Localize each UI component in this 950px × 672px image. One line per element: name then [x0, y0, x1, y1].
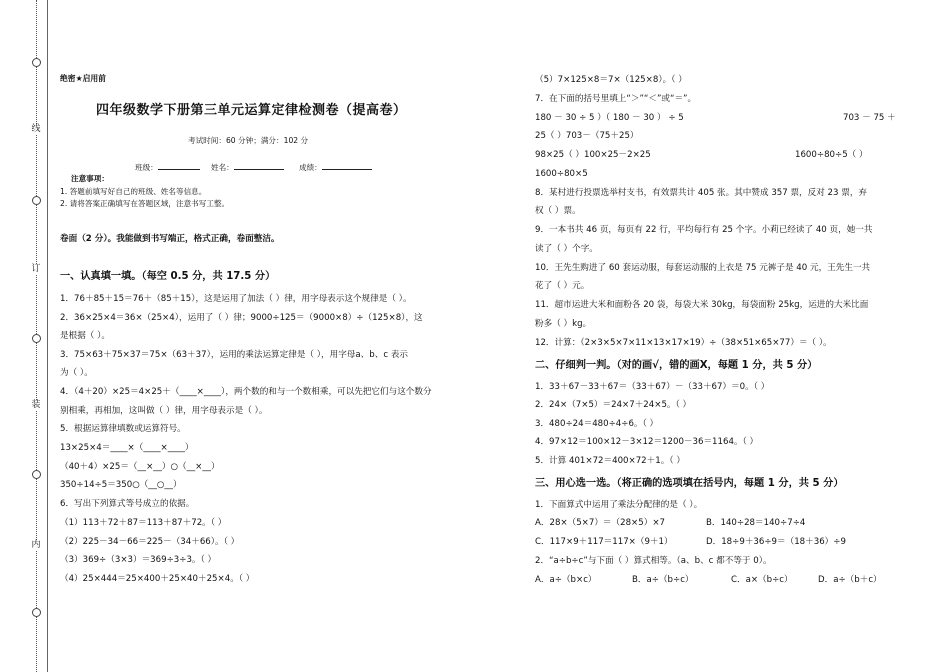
question-6-item-2: （2）225－34－66＝225－（34＋66）。（ ） — [60, 537, 240, 547]
question-3-line-2: 为（ ）。 — [60, 368, 93, 378]
binding-mark-nei: 内 — [29, 540, 43, 550]
question-7-item-1: 180 － 30 ÷ 5 ）（ 180 － 30 ） ÷ 5 — [535, 113, 684, 123]
section-3-title: 三、用心选一选。（将正确的选项填在括号内，每题 1 分，共 5 分） — [535, 478, 844, 489]
question-8-line-1: 8．某村进行投票选举村支书，有效票共计 405 张。其中赞成 357 票，反对 23 票，弃 — [535, 188, 868, 198]
question-6-item-3: （3）369÷（3×3）＝369÷3÷3。（ ） — [60, 555, 217, 565]
choice-2-option-d: D．a÷（b＋c） — [818, 575, 882, 585]
class-label: 班级： — [135, 163, 158, 172]
question-10-line-2: 花了（ ）元。 — [535, 281, 590, 291]
choice-1-option-b: B．140÷28＝140÷7÷4 — [706, 518, 806, 528]
neatness-line: 卷面（2 分）。我能做到书写端正，格式正确，卷面整洁。 — [60, 234, 280, 244]
question-5-item-1: 13×25×4＝____×（____×____） — [60, 443, 194, 453]
binding-mark-ding: 订 — [29, 264, 43, 274]
name-field[interactable] — [211, 160, 284, 173]
question-7-item-2-end: 25（ ）703－（75＋25） — [535, 131, 639, 141]
name-label: 姓名： — [211, 163, 234, 172]
question-6-item-1: （1）113＋72＋87＝113＋87＋72。（ ） — [60, 518, 227, 528]
question-2-line-2: 是根据（ ）。 — [60, 331, 110, 341]
page-title: 四年级数学下册第三单元运算定律检测卷（提高卷） — [96, 103, 407, 118]
question-8-line-2: 权（ ）票。 — [535, 206, 581, 216]
question-12: 12．计算：（2×3×5×7×11×13×17×19）÷（38×51×65×77）＝（ ）。 — [535, 338, 832, 348]
judge-5: 5．计算 401×72＝400×72＋1。（ ） — [535, 456, 685, 466]
question-7: 7．在下面的括号里填上“＞”“＜”或“＝”。 — [535, 94, 697, 104]
question-7-item-4: 1600÷80÷5（ ） — [795, 150, 868, 160]
choice-2: 2．“a÷b÷c”与下面（ ）算式相等。（a、b、c 都不等于 0）。 — [535, 556, 772, 566]
question-6: 6．写出下列算式等号成立的依据。 — [60, 499, 195, 509]
section-1-title: 一、认真填一填。（每空 0.5 分，共 17.5 分） — [60, 271, 276, 282]
judge-1: 1．33＋67－33＋67＝（33＋67）－（33＋67）＝0。（ ） — [535, 382, 770, 392]
question-9-line-1: 9．一本书共 46 页，每页有 22 行，平均每行有 25 个字。小莉已经读了 40 页，她一共 — [535, 225, 873, 235]
binding-hole-icon — [32, 608, 41, 617]
question-5-item-2: （40＋4）×25＝（__×__）○（__×__） — [60, 462, 220, 472]
exam-info: 考试时间：60 分钟；满分：102 分 — [188, 136, 309, 145]
choice-1-option-d: D．18÷9＋36÷9＝（18＋36）÷9 — [706, 537, 846, 547]
judge-2: 2．24×（7×5）＝24×7＋24×5。（ ） — [535, 400, 692, 410]
question-11-line-1: 11．超市运进大米和面粉各 20 袋，每袋大米 30kg，每袋面粉 25kg，运进的大米比面 — [535, 300, 869, 310]
score-field[interactable] — [299, 160, 372, 173]
choice-2-option-b: B．a÷（b÷c） — [632, 575, 694, 585]
binding-mark-zhuang: 装 — [29, 400, 43, 410]
question-7-item-3: 98×25（ ）100×25－2×25 — [535, 150, 651, 160]
binding-mark-xian: 线 — [29, 124, 43, 134]
question-6-item-5: （5）7×125×8＝7×（125×8）。（ ） — [535, 75, 687, 85]
judge-3: 3．480÷24＝480÷4÷6。（ ） — [535, 419, 659, 429]
question-9-line-2: 读了（ ）个字。 — [535, 244, 598, 254]
choice-1-option-a: A．28×（5×7）＝（28×5）×7 — [535, 518, 665, 528]
binding-hole-icon — [32, 334, 41, 343]
binding-hole-icon — [32, 58, 41, 67]
section-2-title: 二、仔细判一判。（对的画√，错的画X，每题 1 分，共 5 分） — [535, 360, 818, 371]
question-4-line-2: 别相乘，再相加，这叫做（ ）律，用字母表示是（ ）。 — [60, 406, 268, 416]
score-label: 成绩： — [299, 163, 322, 172]
binding-edge-line — [47, 0, 48, 672]
question-10-line-1: 10．王先生购进了 60 套运动服，每套运动服的上衣是 75 元裤子是 40 元，王先生一共 — [535, 263, 871, 273]
note-1: 1. 答题前填写好自己的班级、姓名等信息。 — [60, 187, 207, 196]
question-7-item-2-start: 703 － 75 ＋ — [843, 113, 896, 123]
question-3-line-1: 3．75×63＋75×37＝75×（63＋37），运用的乘法运算定律是（ ），用字母a、b、c 表示 — [60, 350, 408, 360]
choice-2-option-c: C．a×（b÷c） — [731, 575, 793, 585]
class-field[interactable] — [135, 160, 200, 173]
secret-label: 绝密★启用前 — [60, 74, 106, 83]
question-2-line-1: 2．36×25×4＝36×（25×4），运用了（ ）律；9000÷125＝（9000×8）÷（125×8），这 — [60, 313, 423, 323]
note-2: 2. 请将答案正确填写在答题区域，注意书写工整。 — [60, 199, 230, 208]
notes-title: 注意事项： — [71, 174, 109, 183]
question-5: 5．根据运算律填数或运算符号。 — [60, 424, 186, 434]
judge-4: 4．97×12＝100×12－3×12＝1200－36＝1164。（ ） — [535, 437, 759, 447]
question-7-item-4-rhs: 1600÷80×5 — [535, 169, 588, 179]
binding-hole-icon — [32, 196, 41, 205]
choice-1: 1．下面算式中运用了乘法分配律的是（ ）。 — [535, 500, 703, 510]
choice-1-option-c: C．117×9＋117＝117×（9＋1） — [535, 537, 673, 547]
choice-2-option-a: A．a÷（b×c） — [535, 575, 597, 585]
question-1: 1．76＋85＋15＝76＋（85＋15），这是运用了加法（ ）律，用字母表示这个规律是（ ）。 — [60, 294, 412, 304]
binding-hole-icon — [32, 470, 41, 479]
question-11-line-2: 粉多（ ）kg。 — [535, 319, 592, 329]
question-4-line-1: 4．（4＋20）×25＝4×25＋（____×____），两个数的和与一个数相乘，可以先把它们与这个数分 — [60, 387, 432, 397]
question-6-item-4: （4）25×444＝25×400＋25×40＋25×4。（ ） — [60, 574, 255, 584]
question-5-item-3: 350÷14÷5＝350○（__○__） — [60, 480, 182, 490]
